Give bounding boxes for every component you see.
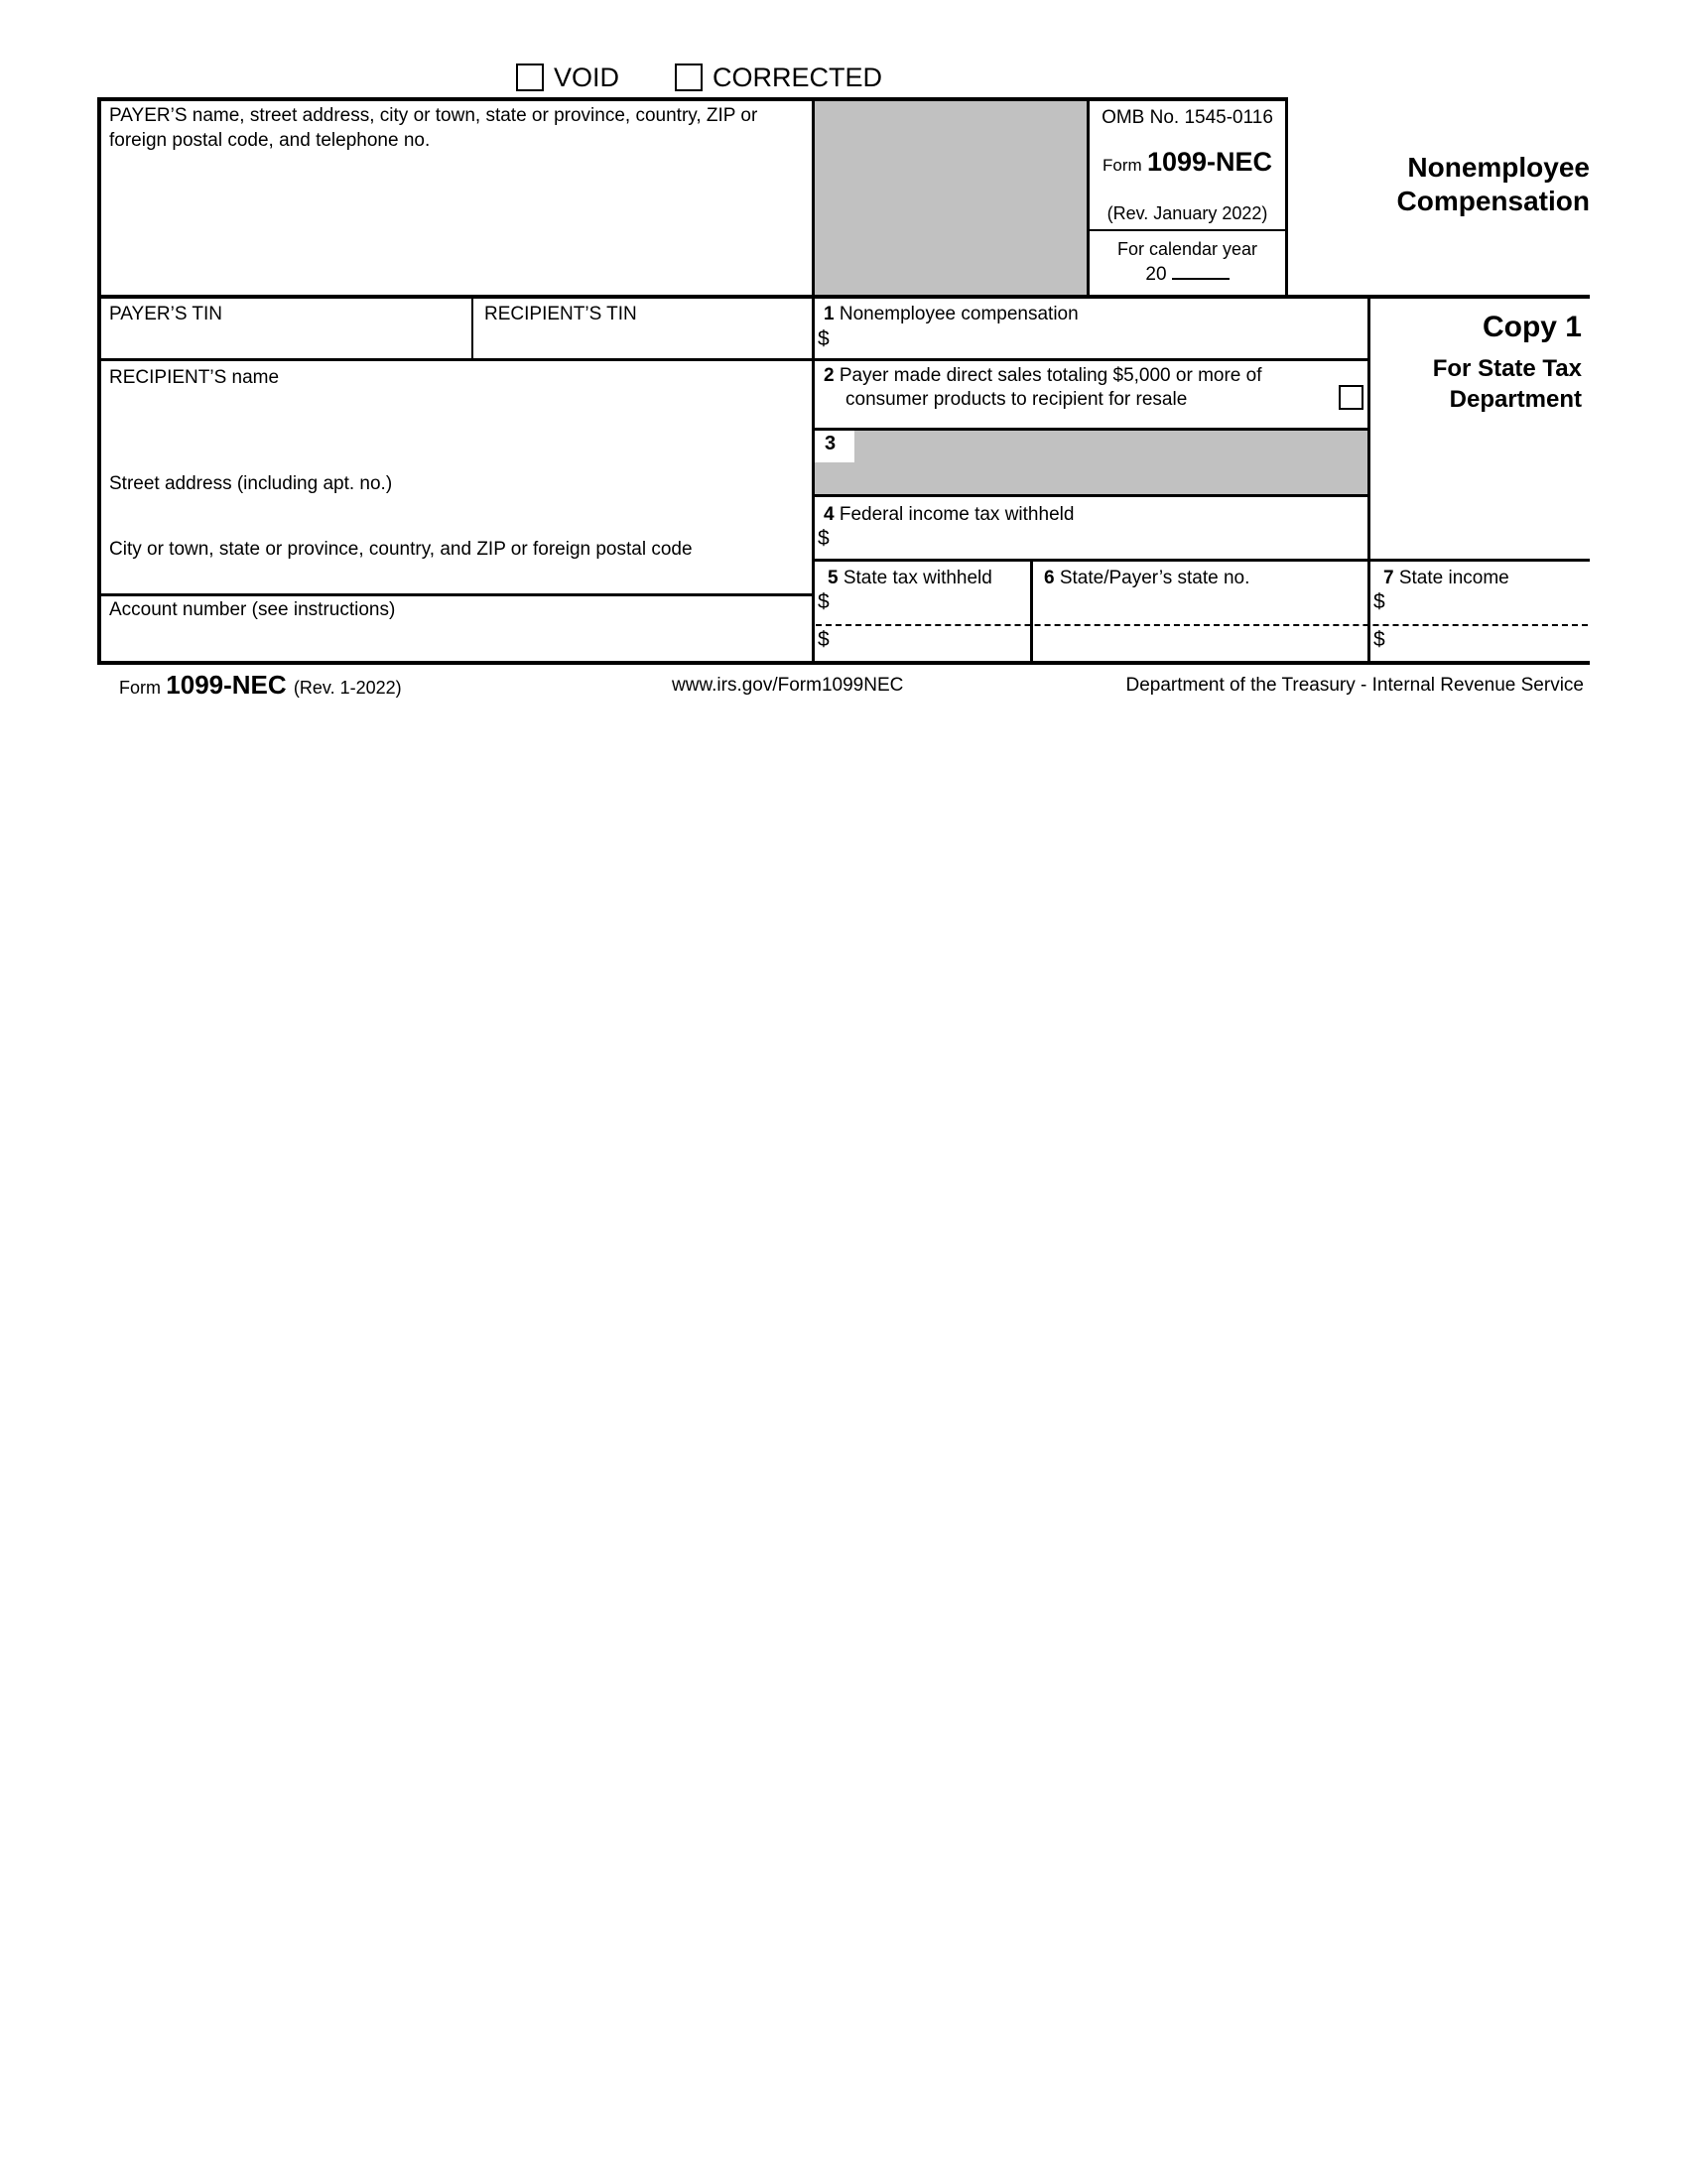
box2-resale-checkbox[interactable] xyxy=(1339,385,1363,410)
box5-dollar-sign-2: $ xyxy=(818,628,830,651)
box1-label xyxy=(824,302,1079,326)
box7-label xyxy=(1383,566,1509,590)
box6-label xyxy=(1044,566,1249,590)
box7-dollar-sign-1: $ xyxy=(1373,590,1385,613)
footer-form-word: Form xyxy=(119,678,161,698)
footer-agency: Department of the Treasury - Internal Revenue Service xyxy=(1125,675,1584,696)
row-divider-2 xyxy=(97,358,1370,361)
box6-state-no-field-1[interactable] xyxy=(1037,590,1364,622)
calendar-year-row xyxy=(1092,261,1283,287)
box4-label xyxy=(824,502,1074,527)
box2-number: 2 xyxy=(824,365,840,386)
shaded-top-area xyxy=(815,99,1089,297)
payer-info-label: PAYER’S name, street address, city or town, state or province, country, ZIP or foreign postal code, and telephone no. xyxy=(109,105,758,152)
void-label: VOID xyxy=(554,63,620,92)
box7-amount-field-1[interactable] xyxy=(1397,592,1586,620)
box2-label-line1 xyxy=(824,363,1340,388)
state-row-dashed-divider xyxy=(816,624,1588,626)
payer-tin-field[interactable] xyxy=(103,325,468,355)
payer-tin-label: PAYER’S TIN xyxy=(109,304,223,324)
form-title-line1: Nonemployee xyxy=(1407,152,1590,183)
box5-label xyxy=(828,566,992,590)
street-address-label: Street address (including apt. no.) xyxy=(109,473,393,494)
column-divider-main xyxy=(812,97,815,665)
account-row-divider xyxy=(97,593,814,596)
copy-for-line2: Department xyxy=(1449,386,1582,413)
recipient-name-field[interactable] xyxy=(103,391,808,462)
account-number-field[interactable] xyxy=(103,623,808,657)
recipient-name-label: RECIPIENT’S name xyxy=(109,367,280,388)
revision-label: (Rev. January 2022) xyxy=(1106,203,1268,223)
tin-divider xyxy=(471,298,473,358)
box3-number: 3 xyxy=(825,433,837,454)
account-number-label: Account number (see instructions) xyxy=(109,599,396,620)
box5-amount-field-1[interactable] xyxy=(842,592,1026,620)
border-left xyxy=(97,97,101,665)
box5-number: 5 xyxy=(828,568,844,588)
box3-number-corner xyxy=(815,430,854,462)
box6-number: 6 xyxy=(1044,568,1060,588)
box5-box6-divider xyxy=(1030,559,1033,665)
box4-dollar-sign: $ xyxy=(818,527,830,550)
copy-label: Copy 1 xyxy=(1482,311,1582,343)
box5-amount-field-2[interactable] xyxy=(842,630,1026,658)
footer-form-number: 1099-NEC xyxy=(166,670,294,700)
box7-number: 7 xyxy=(1383,568,1399,588)
copy-column-divider xyxy=(1367,295,1370,665)
row-divider-3 xyxy=(814,428,1370,431)
box6-text: State/Payer’s state no. xyxy=(1059,568,1250,588)
footer-url: www.irs.gov/Form1099NEC xyxy=(672,675,904,696)
row-divider-4 xyxy=(814,494,1370,497)
box4-amount-field[interactable] xyxy=(842,529,1353,555)
payer-info-field[interactable] xyxy=(103,151,808,290)
calendar-year-field[interactable] xyxy=(1172,261,1230,280)
footer-form-id xyxy=(119,668,402,702)
box2-label-line2: consumer products to recipient for resale xyxy=(845,389,1188,410)
recipient-tin-field[interactable] xyxy=(476,325,809,355)
box4-text: Federal income tax withheld xyxy=(839,504,1075,525)
box7-text: State income xyxy=(1398,568,1509,588)
corrected-label: CORRECTED xyxy=(713,63,883,92)
border-bottom xyxy=(97,661,1590,665)
omb-divider xyxy=(1087,229,1288,231)
form-number-block xyxy=(1092,145,1283,181)
city-label: City or town, state or province, country, and ZIP or foreign postal code xyxy=(109,539,693,560)
box1-number: 1 xyxy=(824,304,840,324)
omb-number-label: OMB No. 1545-0116 xyxy=(1102,107,1273,128)
box1-dollar-sign: $ xyxy=(818,327,830,350)
form-word: Form xyxy=(1102,156,1142,175)
box7-dollar-sign-2: $ xyxy=(1373,628,1385,651)
form-number: 1099-NEC xyxy=(1146,147,1272,177)
box7-amount-field-2[interactable] xyxy=(1397,630,1586,658)
box5-dollar-sign-1: $ xyxy=(818,590,830,613)
form-title xyxy=(1310,151,1590,218)
shaded-box3-area xyxy=(815,430,1369,496)
box6-state-no-field-2[interactable] xyxy=(1037,629,1364,659)
box5-text: State tax withheld xyxy=(843,568,992,588)
corrected-checkbox[interactable] xyxy=(675,64,703,91)
omb-box-right xyxy=(1285,97,1288,299)
copy-for-line1: For State Tax xyxy=(1432,355,1582,382)
box1-text: Nonemployee compensation xyxy=(839,304,1079,324)
row-divider-5 xyxy=(814,559,1590,562)
city-field[interactable] xyxy=(103,562,808,589)
street-address-field[interactable] xyxy=(103,496,808,532)
box2-text-line1: Payer made direct sales totaling $5,000 or more of xyxy=(839,365,1262,386)
row-divider-1 xyxy=(97,295,1590,299)
footer-revision: (Rev. 1-2022) xyxy=(293,678,402,698)
box1-amount-field[interactable] xyxy=(842,328,1353,355)
omb-box-left xyxy=(1087,97,1090,299)
border-top xyxy=(97,97,1288,101)
recipient-tin-label: RECIPIENT’S TIN xyxy=(484,304,637,324)
calendar-year-prefix: 20 xyxy=(1145,264,1167,285)
form-title-line2: Compensation xyxy=(1396,186,1590,217)
calendar-year-label: For calendar year xyxy=(1116,239,1258,259)
void-checkbox[interactable] xyxy=(516,64,544,91)
box4-number: 4 xyxy=(824,504,840,525)
